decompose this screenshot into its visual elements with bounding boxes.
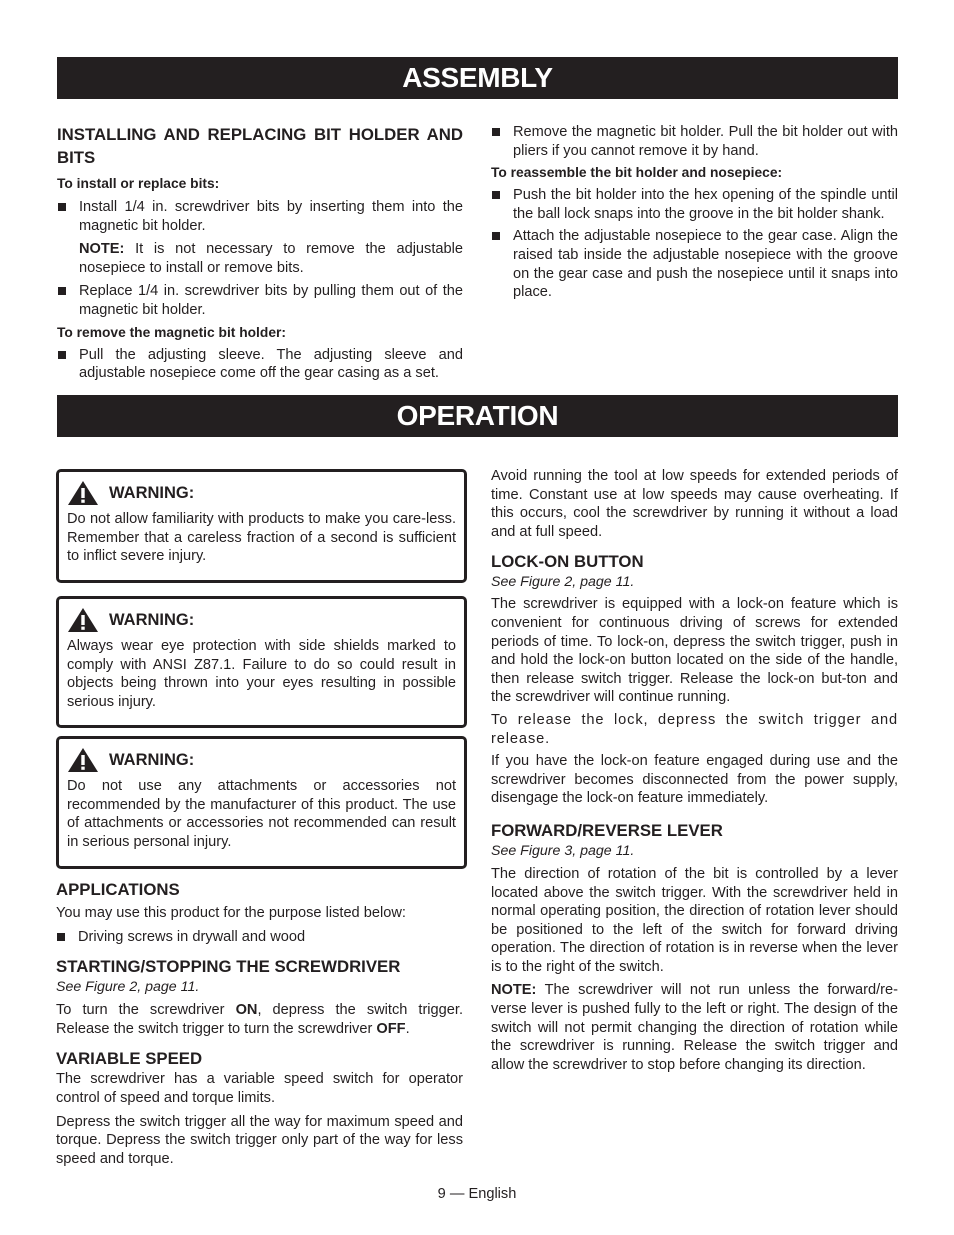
starting-text-1: To turn the screwdriver xyxy=(56,1002,236,1019)
variable-paragraph-1: The screwdriver has a variable speed switch for operator control of speed and torque limits. xyxy=(56,1071,463,1106)
list-item: Replace 1/4 in. screwdriver bits by pulling them out of the magnetic bit holder. xyxy=(57,282,463,319)
starting-paragraph xyxy=(56,1001,463,1038)
lockon-paragraph-3: If you have the lock-on feature engaged during use and the screwdriver becomes disconnected from the power supply, disengage the lock-on feature immediately. xyxy=(491,753,898,807)
warning-header xyxy=(67,480,456,506)
warning-title: WARNING: xyxy=(109,750,195,769)
lockon-paragraph-1: The screwdriver is equipped with a lock-on feature which is convenient for continuous driving of screws for extended periods of time. To lock-on, depress the switch trigger, push in and hold the lock-on button located on the side of the handle, then release switch trigger. Release the lock-on but-ton and the screwdriver will continue running. xyxy=(491,596,898,706)
list-item: Pull the adjusting sleeve. The adjusting sleeve and adjustable nosepiece come off the gear casing as a set. xyxy=(57,346,463,383)
warning-text: Do not allow familiarity with products to make you care-less. Remember that a careless fraction of a second is sufficient to inflict severe injury. xyxy=(67,511,456,565)
warning-triangle-icon xyxy=(67,747,99,773)
install-list-2 xyxy=(57,282,463,319)
warning-title: WARNING: xyxy=(109,610,195,629)
remove-list xyxy=(57,346,463,383)
on-label: ON xyxy=(235,1002,258,1019)
reassemble-list xyxy=(491,186,898,302)
forward-paragraph-1: The direction of rotation of the bit is controlled by a lever located above the switch trigger. With the screwdriver held in normal operating position, the direction of rotation lever should be positioned to the left of the switch for forward driving operation. The direction of rotation is in reverse when the lever is to the right of the switch. xyxy=(491,865,898,975)
lockon-figure-ref: See Figure 2, page 11. xyxy=(491,574,635,591)
warning-header xyxy=(67,607,456,633)
list-item: Remove the magnetic bit holder. Pull the bit holder out with pliers if you cannot remove it by hand. xyxy=(491,123,898,160)
operation-left-column xyxy=(56,879,463,1168)
applications-heading: APPLICATIONS xyxy=(56,880,180,899)
warning-header xyxy=(67,747,456,773)
install-subheading: To install or replace bits: xyxy=(57,176,220,191)
warning-text: Do not use any attachments or accessories not recommended by the manufacturer of this product. The use of attachments or accessories not recommended can result in serious personal injury. xyxy=(67,778,456,850)
note-label: NOTE: xyxy=(491,982,537,999)
assembly-right-column xyxy=(491,123,898,302)
list-item: Driving screws in drywall and wood xyxy=(56,928,463,947)
operation-banner: OPERATION xyxy=(57,395,898,437)
starting-figure-ref: See Figure 2, page 11. xyxy=(56,979,200,996)
applications-intro: You may use this product for the purpose listed below: xyxy=(56,905,406,921)
reassemble-subheading: To reassemble the bit holder and nosepiece: xyxy=(491,165,783,181)
warning-text: Always wear eye protection with side shields marked to comply with ANSI Z87.1. Failure to do so could result in objects being thrown into your eyes resulting in possible serious injury. xyxy=(67,638,456,710)
variable-paragraph-3: Avoid running the tool at low speeds for extended periods of time. Constant use at low speeds may cause overheating. If this occurs, cool the screwdriver by running it without a load and at full speed. xyxy=(491,468,898,540)
applications-list xyxy=(56,928,463,947)
page-footer: 9 — English xyxy=(437,1186,517,1202)
remove-subheading: To remove the magnetic bit holder: xyxy=(57,324,286,340)
warning-triangle-icon xyxy=(67,480,99,506)
remove-list-continued xyxy=(491,123,898,160)
warning-box-1 xyxy=(56,469,467,583)
operation-right-column xyxy=(491,467,898,1074)
starting-text-2: , depress the switch trigger. Release the switch trigger to turn the screwdriver xyxy=(56,1002,464,1037)
list-item: Attach the adjustable nosepiece to the gear case. Align the raised tab inside the adjustable nosepiece with the groove on the gear case and push the nosepiece until it snaps into place. xyxy=(491,227,898,301)
list-item: Push the bit holder into the hex opening of the spindle until the ball lock snaps into the groove in the bit holder shank. xyxy=(491,186,898,223)
warning-box-3 xyxy=(56,736,467,869)
assembly-left-column xyxy=(57,123,463,383)
warning-triangle-icon xyxy=(67,607,99,633)
lockon-heading: LOCK-ON BUTTON xyxy=(491,552,644,572)
variable-paragraph-2: Depress the switch trigger all the way for maximum speed and torque. Depress the switch trigger only part of the way for less speed and torque. xyxy=(56,1113,463,1167)
warning-box-2 xyxy=(56,596,467,728)
bits-heading: INSTALLING AND REPLACING BIT HOLDER AND BITS xyxy=(57,125,463,167)
assembly-banner: ASSEMBLY xyxy=(57,57,898,99)
assembly-note xyxy=(57,240,463,277)
warning-title: WARNING: xyxy=(109,483,195,502)
list-item: Install 1/4 in. screwdriver bits by inserting them into the magnetic bit holder. xyxy=(57,198,463,235)
variable-speed-heading: VARIABLE SPEED xyxy=(56,1049,203,1069)
install-list xyxy=(57,198,463,235)
note-text: It is not necessary to remove the adjustable nosepiece to install or remove bits. xyxy=(79,241,463,276)
starting-text-3: . xyxy=(405,1020,410,1037)
note-text: The screwdriver will not run unless the forward/re-verse lever is pushed fully to the left or right. The design of the switch will not permit changing the direction of rotation while the screwdriver is running. Release the switch trigger and allow the screwdriver to stop before changing its direction. xyxy=(491,982,898,1073)
starting-heading: STARTING/STOPPING THE SCREWDRIVER xyxy=(56,957,401,977)
off-label: OFF xyxy=(376,1020,406,1037)
forward-note xyxy=(491,981,898,1074)
lockon-paragraph-2: To release the lock, depress the switch trigger and release. xyxy=(491,711,898,747)
forward-figure-ref: See Figure 3, page 11. xyxy=(491,842,635,859)
forward-reverse-heading: FORWARD/REVERSE LEVER xyxy=(491,820,723,840)
note-label: NOTE: xyxy=(79,241,125,258)
